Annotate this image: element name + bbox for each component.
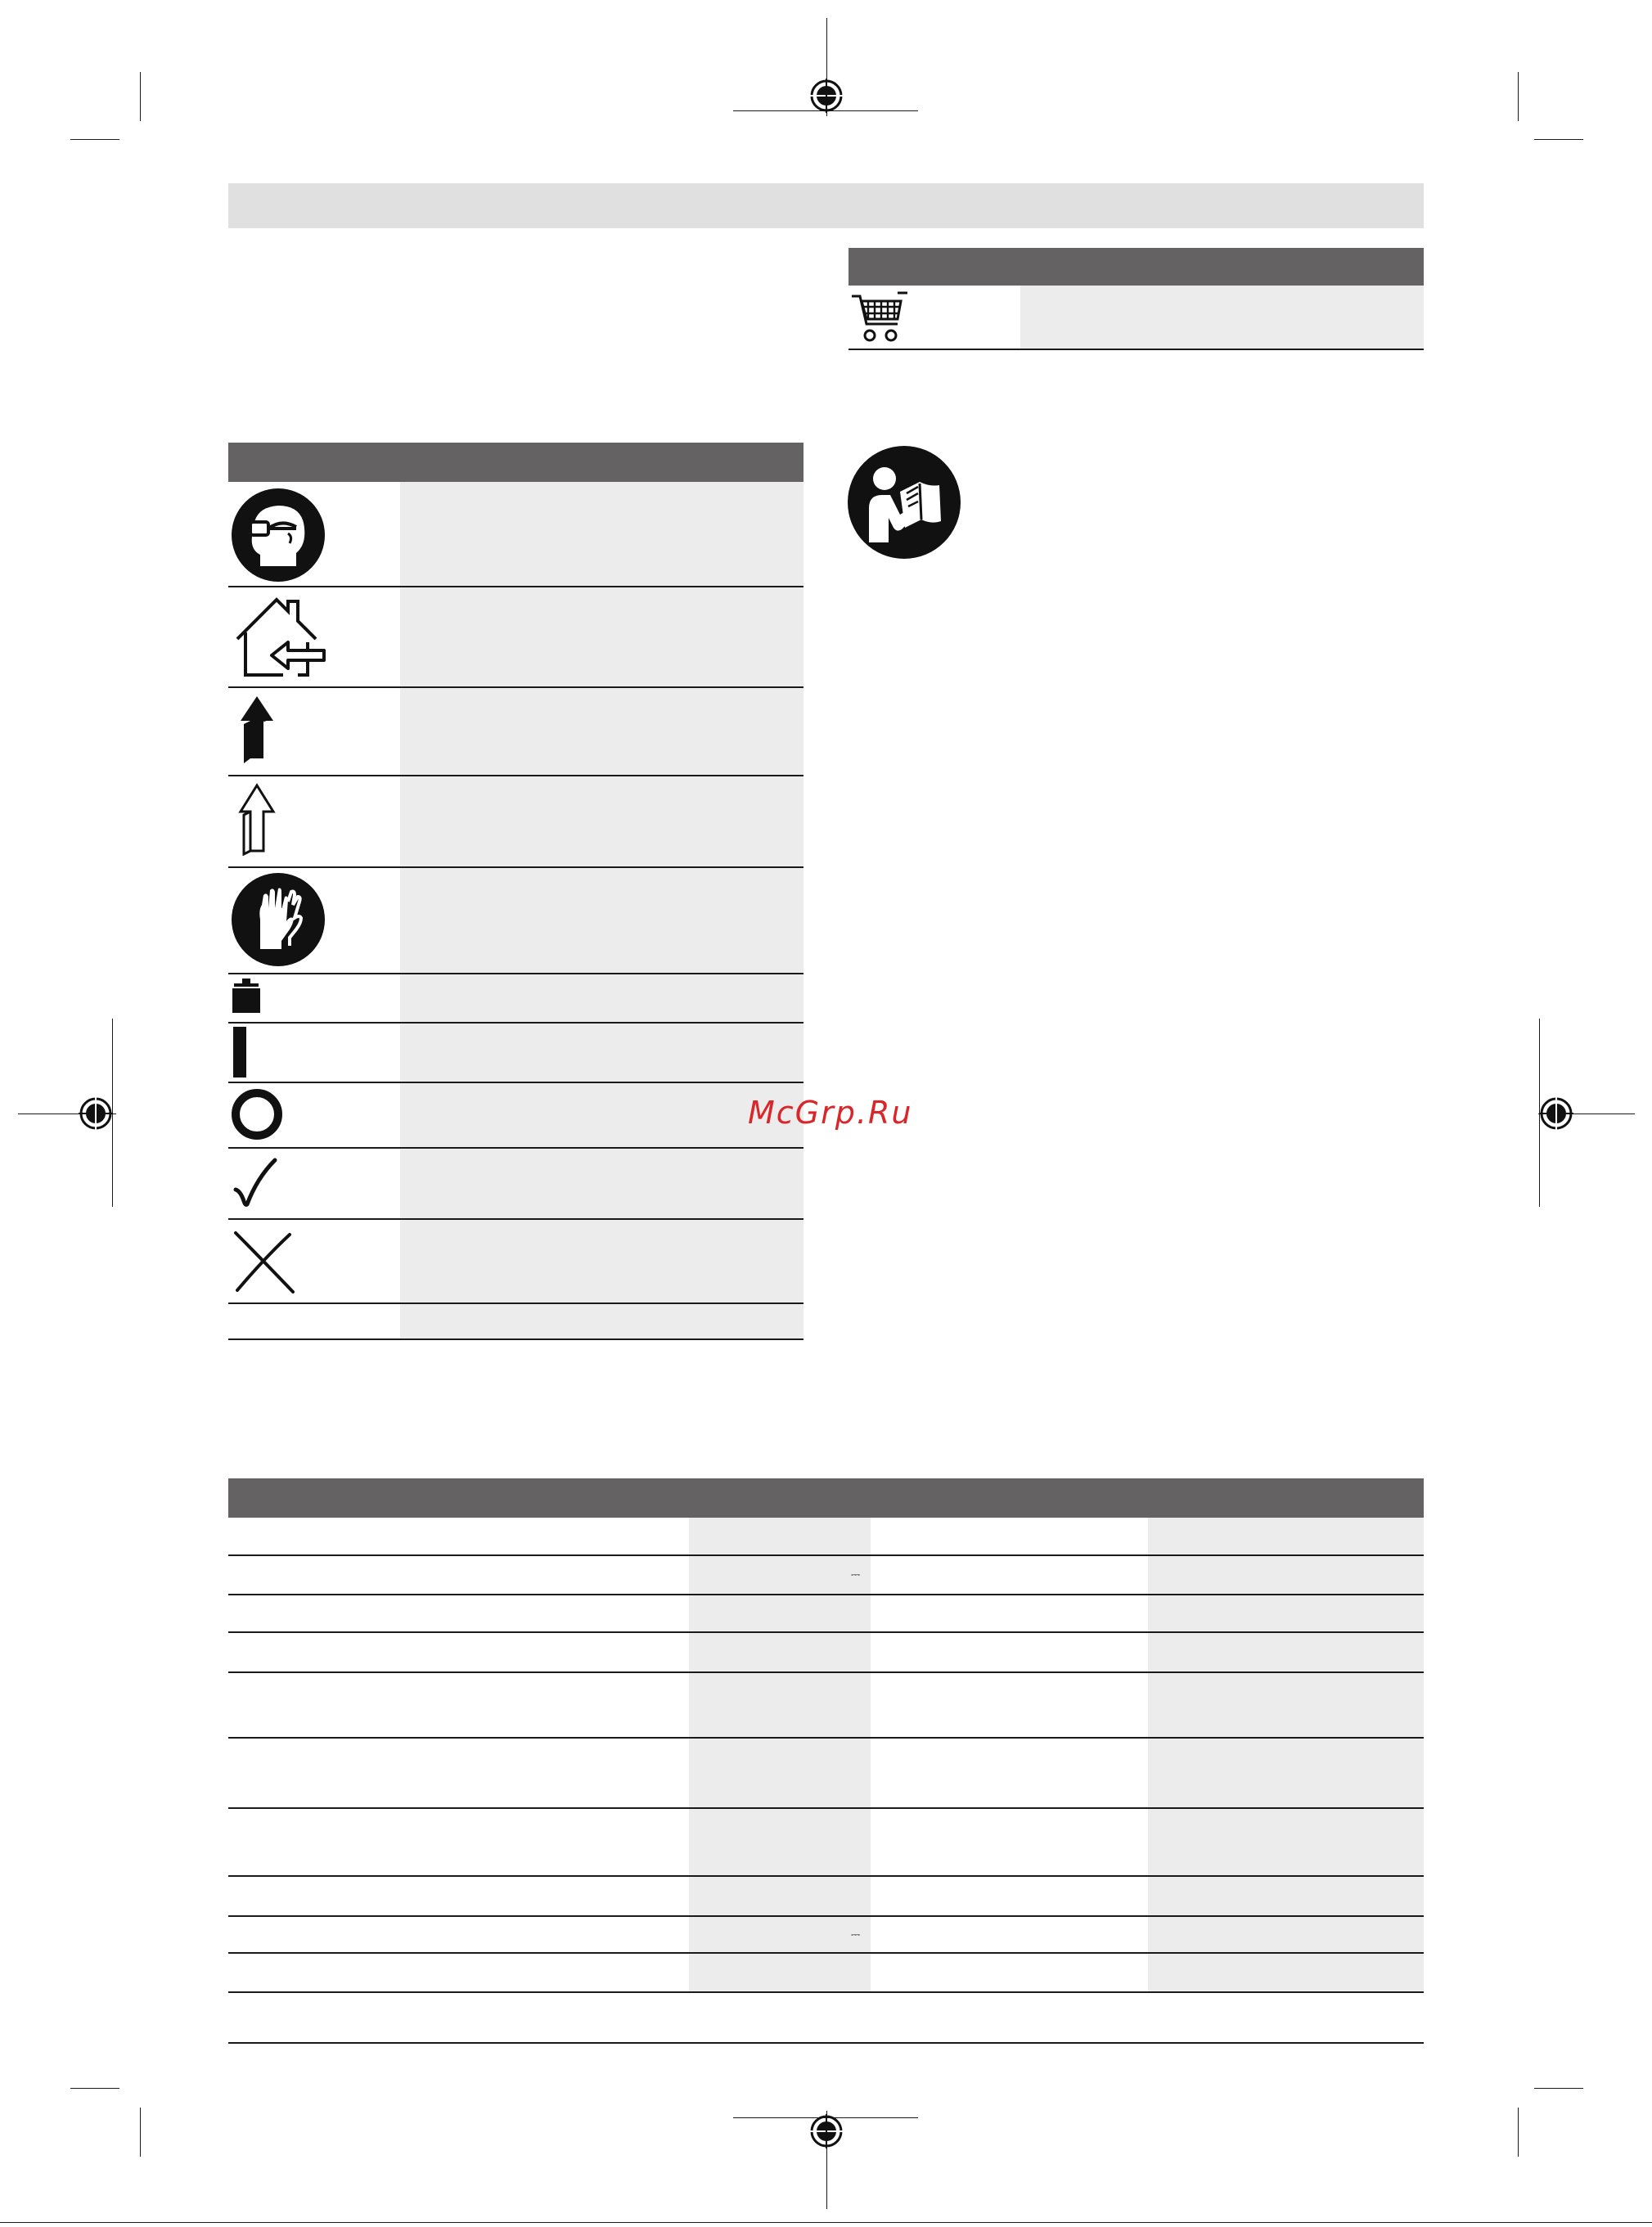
technical-data-row-rule xyxy=(228,1952,1424,1954)
page-header-band xyxy=(228,183,1424,228)
symbols-row-rule xyxy=(228,1082,803,1083)
symbols-row-rule xyxy=(228,586,803,587)
registration-target-left xyxy=(79,1096,113,1131)
check-mark-icon xyxy=(232,1157,281,1209)
technical-data-row-rule xyxy=(228,1991,1424,1993)
symbols-row-rule xyxy=(228,866,803,868)
read-manual-icon xyxy=(848,446,961,559)
technical-data-column xyxy=(1148,1518,1424,1992)
protective-gloves-icon xyxy=(231,872,326,967)
technical-data-bottom-rule xyxy=(228,2042,1424,2044)
technical-data-row-rule xyxy=(228,1594,1424,1595)
crop-mark-bottom-left-v xyxy=(140,2108,141,2157)
accessories-table-header xyxy=(849,248,1424,286)
technical-data-row-rule xyxy=(228,1737,1424,1739)
symbols-desc-cell xyxy=(400,1220,803,1302)
symbols-row-rule xyxy=(228,973,803,974)
registration-target-top xyxy=(809,79,844,113)
registration-target-bottom xyxy=(809,2114,844,2148)
crop-mark-bottom-right-v xyxy=(1518,2108,1519,2157)
accessories-table-rule xyxy=(849,349,1424,350)
symbols-desc-cell xyxy=(400,482,803,586)
technical-data-row-rule xyxy=(228,1671,1424,1673)
symbols-desc-cell xyxy=(400,776,803,866)
symbols-desc-cell xyxy=(400,1083,803,1147)
crop-mark-top-left-v xyxy=(140,72,141,121)
cross-icon xyxy=(232,1230,298,1295)
symbols-desc-cell xyxy=(400,688,803,775)
symbols-row-rule xyxy=(228,1147,803,1149)
symbols-row-rule xyxy=(228,1022,803,1024)
symbols-desc-cell xyxy=(400,1149,803,1218)
dc-voltage-symbol: ⎓ xyxy=(851,1928,861,1941)
technical-data-row-rule xyxy=(228,1807,1424,1809)
technical-data-row-rule xyxy=(228,1875,1424,1877)
symbols-row-rule xyxy=(228,686,803,688)
symbols-row-rule xyxy=(228,1302,803,1304)
registration-target-right xyxy=(1539,1096,1573,1131)
symbols-row-rule xyxy=(228,1218,803,1220)
technical-data-row-rule xyxy=(228,1554,1424,1556)
technical-data-row-rule xyxy=(228,1631,1424,1633)
page-bottom-rule xyxy=(0,2222,1652,2223)
crop-mark-top-right-h xyxy=(1534,139,1583,140)
accessories-table-cell xyxy=(1020,286,1424,349)
symbols-row-rule xyxy=(228,1338,803,1340)
symbols-table-header xyxy=(228,443,803,482)
crop-mark-bottom-left-h xyxy=(70,2088,119,2089)
crop-mark-bottom-right-h xyxy=(1534,2088,1583,2089)
indoor-use-icon xyxy=(231,593,326,680)
symbols-desc-cell xyxy=(400,974,803,1022)
technical-data-header xyxy=(228,1478,1424,1518)
crop-mark-top-left-h xyxy=(70,139,119,140)
symbols-desc-cell xyxy=(400,868,803,973)
symbols-desc-cell xyxy=(400,1304,803,1338)
symbols-row-rule xyxy=(228,775,803,776)
technical-data-column xyxy=(689,1518,871,1992)
arrow-up-filled-icon xyxy=(234,695,280,763)
ring-icon xyxy=(231,1088,283,1140)
safety-glasses-icon xyxy=(231,488,326,583)
arrow-up-outline-icon xyxy=(234,782,280,856)
crop-mark-top-right-v xyxy=(1518,72,1519,121)
bar-icon xyxy=(232,1027,248,1078)
dc-voltage-symbol: ⎓ xyxy=(851,1568,861,1581)
watermark: McGrp.Ru xyxy=(748,1095,913,1131)
weight-icon xyxy=(231,979,262,1015)
symbols-desc-cell xyxy=(400,587,803,686)
symbols-desc-cell xyxy=(400,1024,803,1082)
technical-data-row-rule xyxy=(228,1915,1424,1917)
shopping-cart-icon xyxy=(850,291,909,344)
